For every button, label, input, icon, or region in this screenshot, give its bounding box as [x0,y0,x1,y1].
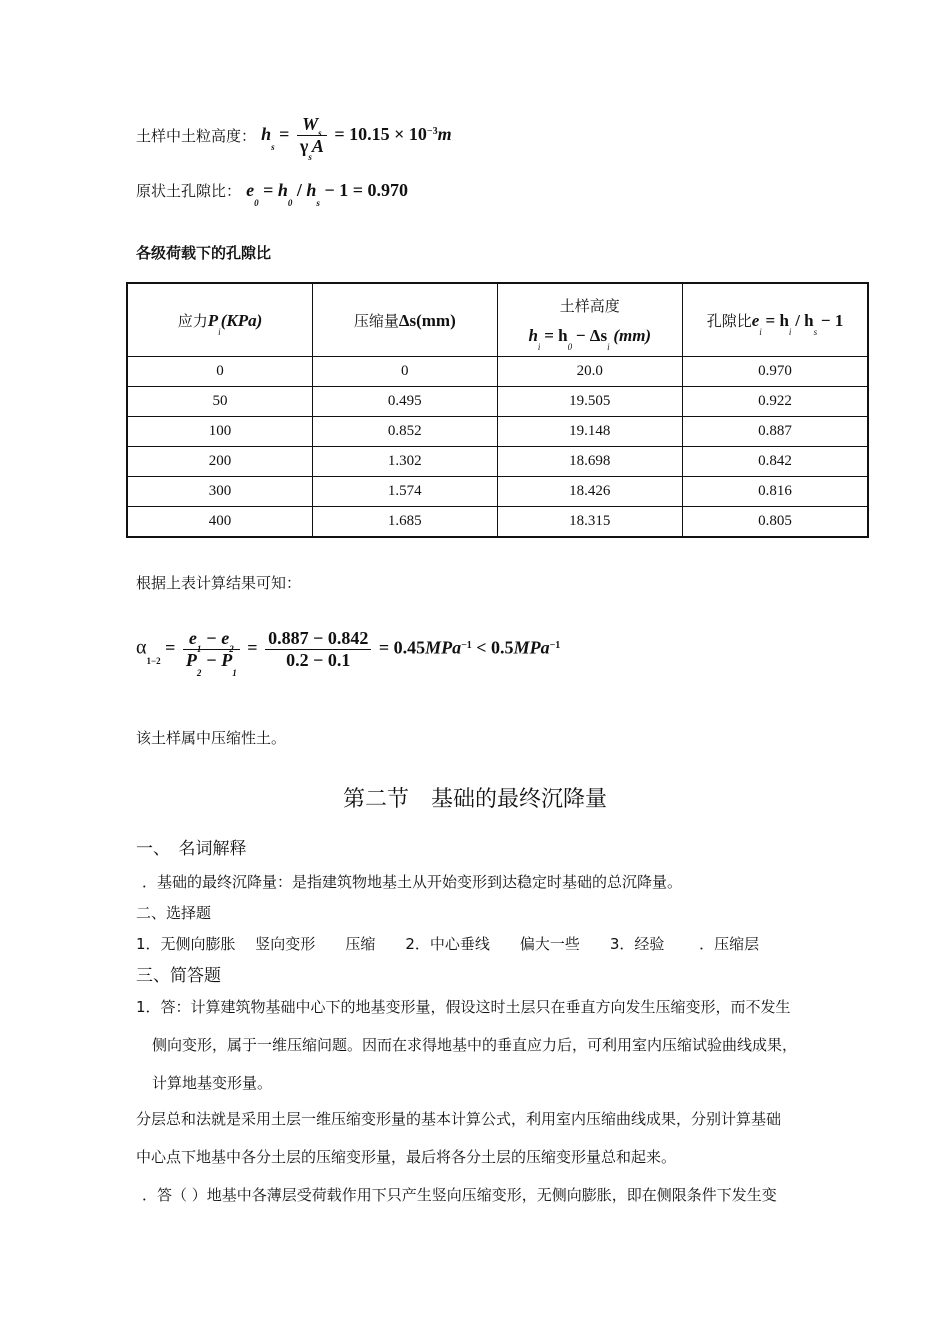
hh-a-sub: i [537,341,541,352]
hs-unit: m [437,123,452,144]
table-row [127,447,868,477]
cell-compression: 0.852 [313,417,498,447]
header-void-ratio-text: 孔隙比 [706,311,752,330]
table-caption: 各级荷载下的孔隙比 [136,244,272,262]
alpha-fraction-2 [265,628,371,671]
formula-e0-label: 原状土孔隙比： [136,182,242,200]
header-height [497,283,682,357]
e0-hs-sub: s [316,198,320,208]
e0-tail: − 1 = 0.970 [324,180,408,200]
s3-p2-line2: 中心点下地基中各分土层的压缩变形量，最后将各分土层的压缩变形量总和起来。 [136,1148,677,1166]
section-title: 第二节 基础的最终沉降量 [342,787,607,812]
e0-h0: h [277,180,288,200]
cell-void-ratio: 0.970 [683,357,868,387]
header-height-text: 土样高度 [559,296,620,315]
s3-p1-line1: 1．答：计算建筑物基础中心下的地基变形量，假设这时土层只在垂直方向发生压缩变形，而不发生 [136,998,791,1016]
cell-compression: 0 [313,357,498,387]
formula-e0 [136,180,408,208]
void-ratio-table [126,282,869,538]
alpha-e2: − e [205,628,230,648]
hv-e-sub: i [759,326,762,337]
formula-e0-body [246,180,408,208]
cell-compression: 1.574 [313,477,498,507]
cell-height: 19.505 [497,387,682,417]
hh-a: h [528,325,538,345]
alpha-p2-sub: 2 [196,668,202,678]
table-row [127,417,868,447]
s3-p1-line3: 计算地基变形量。 [152,1074,273,1092]
alpha-lt: < 0.5 [476,637,514,658]
hv-slash: / h [795,310,814,330]
alpha-e1-sub: 1 [196,644,202,654]
alpha-eq2: = [247,637,258,658]
hv-tail: − 1 [820,310,844,330]
alpha-p1: − P [205,650,233,670]
hh-d: (mm) [613,325,652,345]
alpha-unit1: MPa [425,637,462,658]
hs-num-sub: s [318,128,322,138]
e0-slash: / [296,180,302,200]
s3-p1-line2: 侧向变形，属于一维压缩问题。因而在求得地基中的垂直应力后，可利用室内压缩试验曲线成果， [152,1036,798,1054]
cell-height: 18.698 [497,447,682,477]
header-stress-sub: i [218,326,221,337]
s3-p2-line1: 分层总和法就是采用土层一维压缩变形量的基本计算公式，利用室内压缩曲线成果，分别计算基础 [136,1110,782,1128]
cell-stress: 0 [127,357,313,387]
hh-c: − Δs [575,325,608,345]
header-compression-text: 压缩量 [353,311,399,330]
hh-b-sub: 0 [567,341,573,352]
cell-stress: 200 [127,447,313,477]
table-header-row [127,283,868,357]
table-row [127,507,868,538]
header-stress-text: 应力 [177,311,208,330]
s1-heading: 一、 名词解释 [136,839,247,859]
alpha-num2: 0.887 − 0.842 [268,628,369,648]
cell-void-ratio: 0.805 [683,507,868,538]
cell-height: 20.0 [497,357,682,387]
s3-p3-line1: ．答（ ）地基中各薄层受荷载作用下只产生竖向压缩变形，无侧向膨胀，即在侧限条件下发生变 [142,1186,777,1204]
e0-sub: 0 [254,198,259,208]
alpha-p2: P [185,650,197,670]
header-compression-sym: Δs(mm) [398,310,456,330]
header-stress-sym: P [207,310,219,330]
header-height-formula [498,325,682,352]
classification-text: 该土样属中压缩性土。 [136,729,287,747]
alpha-result: = 0.45 [378,637,426,658]
alpha-unit2: MPa [513,637,550,658]
hs-fraction [297,114,327,162]
cell-void-ratio: 0.922 [683,387,868,417]
hh-c-sub: i [607,341,610,352]
cell-stress: 100 [127,417,313,447]
cell-height: 19.148 [497,417,682,447]
header-stress [127,283,313,357]
s2-answers: 1．无侧向膨胀 竖向变形 压缩 2．中心垂线 偏大一些 3．经验 ．压缩层 [136,935,760,953]
hv-eq: = h [765,310,789,330]
s1-item: ．基础的最终沉降量：是指建筑物地基土从开始变形到达稳定时基础的总沉降量。 [142,873,683,891]
cell-stress: 300 [127,477,313,507]
alpha-exp2: −1 [549,639,561,651]
cell-void-ratio: 0.887 [683,417,868,447]
hs-den-a: A [311,136,324,156]
hs-exp: −3 [426,125,438,137]
hs-num: W [302,114,319,134]
alpha-den2: 0.2 − 0.1 [265,649,371,671]
hv-h-sub: i [788,326,792,337]
hh-b: = h [544,325,568,345]
e0-eq: = [263,180,274,200]
e0-hs: h [306,180,317,200]
e0-h0-sub: 0 [287,198,293,208]
cell-compression: 0.495 [313,387,498,417]
alpha-p1-sub: 1 [232,668,237,678]
header-compression [313,283,498,357]
s3-heading: 三、简答题 [136,966,221,986]
alpha-exp1: −1 [461,639,472,651]
hv-e: e [751,310,760,330]
table-row [127,357,868,387]
header-void-ratio [683,283,868,357]
formula-hs-label: 土样中土粒高度： [136,127,257,145]
cell-void-ratio: 0.842 [683,447,868,477]
formula-hs-body: $h_s$ = $\frac{W_s}{\gamma_sA}$ = $10.15 \times 10^{-3}m$ [261,114,452,162]
hs-sub: s [271,141,275,152]
alpha-e1: e [188,628,197,648]
cell-stress: 400 [127,507,313,538]
table-row [127,387,868,417]
alpha-sub: 1−2 [146,655,161,666]
s2-heading: 二、选择题 [136,904,212,922]
cell-stress: 50 [127,387,313,417]
alpha-symbol: α [136,636,147,659]
cell-height: 18.315 [497,507,682,538]
cell-compression: 1.685 [313,507,498,538]
alpha-eq1: = [165,637,176,658]
table-row [127,477,868,507]
hs-result: = 10.15 × 10 [334,123,427,144]
header-stress-unit: (KPa) [220,310,263,330]
conclusion-intro: 根据上表计算结果可知： [136,574,302,592]
alpha-e2-sub: 2 [229,644,234,654]
alpha-fraction-1 [183,628,240,678]
cell-compression: 1.302 [313,447,498,477]
hv-hs-sub: s [813,326,818,337]
cell-void-ratio: 0.816 [683,477,868,507]
e0-symbol: e [246,180,255,200]
hs-den-gamma: γ [299,136,309,156]
formula-alpha [136,628,561,678]
hs-den-gamma-sub: s [308,152,312,162]
cell-height: 18.426 [497,477,682,507]
formula-hs [136,114,452,174]
hs-symbol: h [261,123,272,144]
